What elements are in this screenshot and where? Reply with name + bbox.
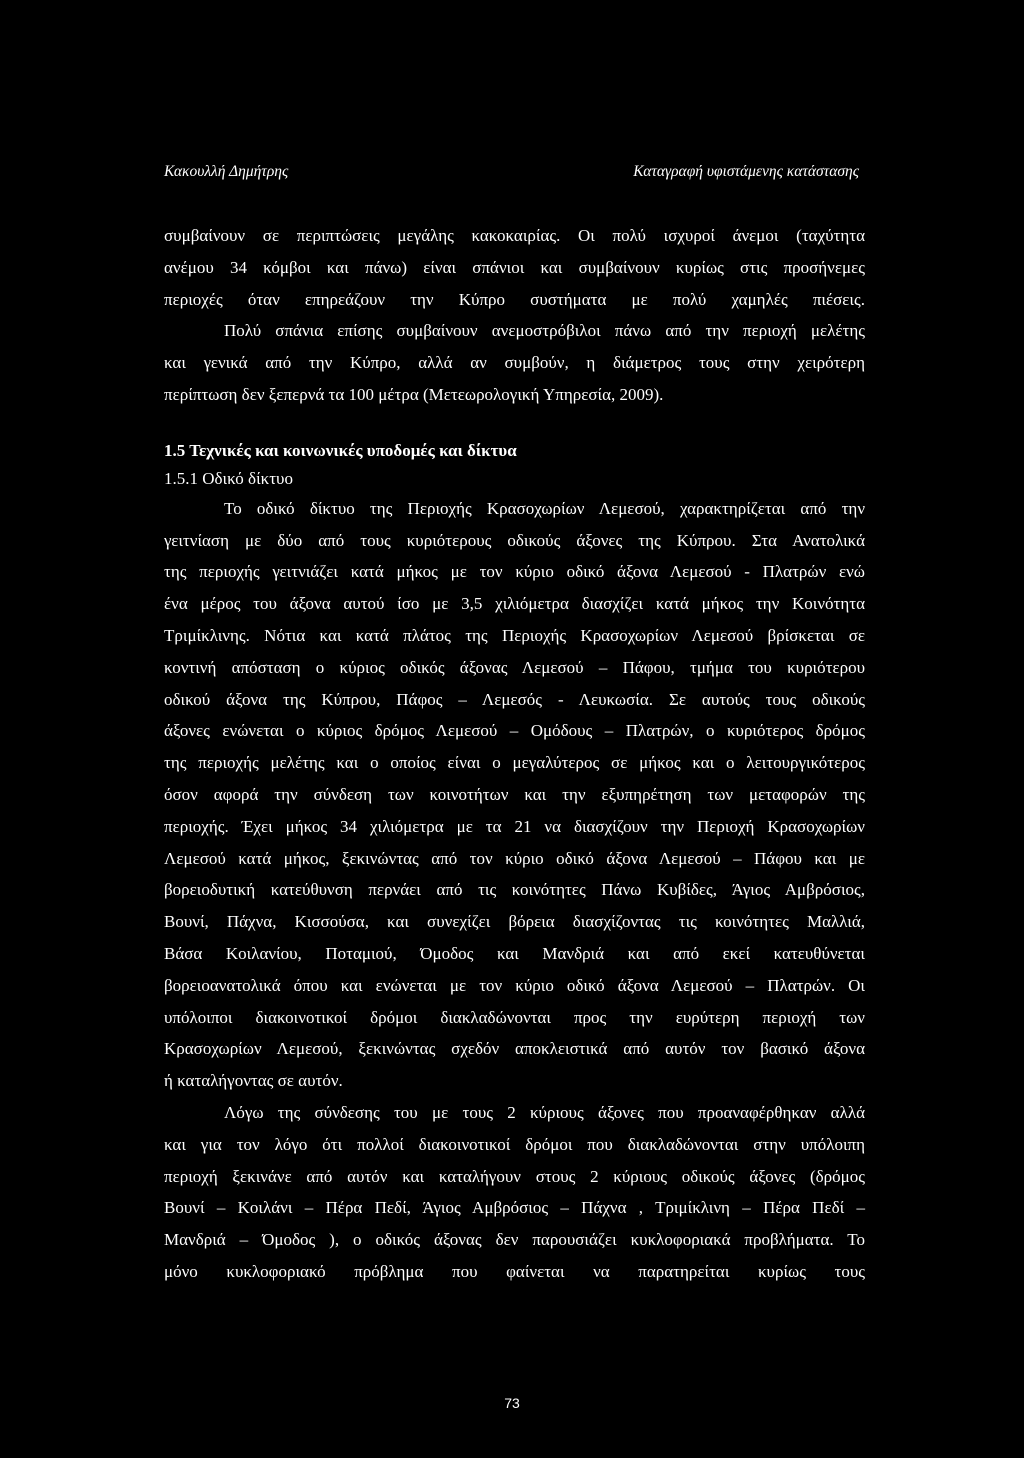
text-line: συμβαίνουν σε περιπτώσεις μεγάλης κακοκαιρίας. Οι πολύ ισχυροί άνεμοι (ταχύτητα — [164, 226, 865, 245]
text-line: Κρασοχωρίων Λεμεσού, ξεκινώντας σχεδόν αποκλειστικά από αυτόν τον βασικό άξονα — [164, 1039, 865, 1059]
paragraph-road-network — [164, 493, 865, 1097]
text-line: Λόγω της σύνδεσης του με τους 2 κύριους άξονες που προαναφέρθηκαν αλλά — [224, 1102, 865, 1122]
section-heading: 1.5 Τεχνικές και κοινωνικές υποδομές και δίκτυα — [164, 440, 517, 460]
text-line: άξονες ενώνεται ο κύριος δρόμος Λεμεσού – Ομόδους – Πλατρών, ο κυριότερος δρόμος — [164, 721, 865, 741]
text-line: υπόλοιποι διακοινοτικοί δρόμοι διακλαδώνονται προς την ευρύτερη περιοχή των — [164, 1007, 865, 1027]
text-line: κοντινή απόσταση ο κύριος οδικός άξονας Λεμεσού – Πάφου, τμήμα του κυριότερου — [164, 657, 865, 677]
text-line: της περιοχής μελέτης και ο οποίος είναι ο μεγαλύτερος σε μήκος και ο λειτουργικότερος — [164, 753, 865, 773]
text-line: και για τον λόγο ότι πολλοί διακοινοτικοί δρόμοι που διακλαδώνονται στην υπόλοιπη — [164, 1134, 865, 1154]
header-author: Κακουλλή Δημήτρης — [164, 163, 289, 180]
text-line: Λεμεσού κατά μήκος, ξεκινώντας από τον κύριο οδικό άξονα Λεμεσού – Πάφου και με — [164, 848, 865, 868]
body-text — [164, 220, 865, 1288]
text-line: ή καταλήγοντας σε αυτόν. — [164, 1071, 343, 1091]
text-line: Τριμίκλινης. Νότια και κατά πλάτος της Περιοχής Κρασοχωρίων Λεμεσού βρίσκεται σε — [164, 625, 865, 645]
paragraph-weather — [164, 220, 865, 411]
text-line: ανέμου 34 κόμβοι και πάνω) είναι σπάνιοι και συμβαίνουν κυρίως στις προσήνεμες — [164, 257, 865, 277]
text-line: Μανδριά – Όμοδος ), ο οδικός άξονας δεν παρουσιάζει κυκλοφοριακά προβλήματα. Το — [164, 1230, 865, 1250]
text-line: οδικού άξονα της Κύπρου, Πάφος – Λεμεσός - Λευκωσία. Σε αυτούς τους οδικούς — [164, 689, 865, 709]
page-header — [164, 163, 859, 181]
text-line: Πολύ σπάνια επίσης συμβαίνουν ανεμοστρόβιλοι πάνω από την περιοχή μελέτης — [224, 321, 865, 341]
text-line: της περιοχής γειτνιάζει κατά μήκος με τον κύριο οδικό άξονα Λεμεσού - Πλατρών ενώ — [164, 562, 865, 582]
paragraph-traffic — [164, 1097, 865, 1288]
text-line: βορειοδυτική κατεύθυνση περνάει από τις κοινότητες Πάνω Κυβίδες, Άγιος Αμβρόσιος, — [164, 880, 865, 900]
text-line: Βουνί – Κοιλάνι – Πέρα Πεδί, Άγιος Αμβρόσιος – Πάχνα , Τριμίκλινη – Πέρα Πεδί – — [164, 1198, 865, 1218]
text-line: βορειοανατολικά όπου και ενώνεται με τον κύριο οδικό άξονα Λεμεσού – Πλατρών. Οι — [164, 975, 865, 995]
page-number: 73 — [504, 1395, 520, 1411]
subsection-heading: 1.5.1 Οδικό δίκτυο — [164, 468, 293, 488]
text-line: περιοχές όταν επηρεάζουν την Κύπρο συστήματα με πολύ χαμηλές πιέσεις. — [164, 289, 865, 309]
text-line: ένα μέρος του άξονα αυτού ίσο με 3,5 χιλιόμετρα διασχίζει κατά μήκος την Κοινότητα — [164, 594, 865, 614]
text-line: περιοχή ξεκινάνε από αυτόν και καταλήγουν στους 2 κύριους οδικούς άξονες (δρόμος — [164, 1166, 865, 1186]
text-line: Βάσα Κοιλανίου, Ποταμιού, Όμοδος και Μανδριά και από εκεί κατευθύνεται — [164, 943, 865, 963]
text-line: γειτνίαση με δύο από τους κυριότερους οδικούς άξονες της Κύπρου. Στα Ανατολικά — [164, 530, 865, 550]
text-line: περιοχής. Έχει μήκος 34 χιλιόμετρα με τα 21 να διασχίζουν την Περιοχή Κρασοχωρίων — [164, 816, 865, 836]
text-line: περίπτωση δεν ξεπερνά τα 100 μέτρα (Μετεωρολογική Υπηρεσία, 2009). — [164, 384, 664, 404]
text-line: μόνο κυκλοφοριακό πρόβλημα που φαίνεται να παρατηρείται κυρίως τους — [164, 1261, 865, 1281]
text-line: Βουνί, Πάχνα, Κισσούσα, και συνεχίζει βόρεια διασχίζοντας τις κοινότητες Μαλλιά, — [164, 912, 865, 932]
header-title: Καταγραφή υφιστάμενης κατάστασης — [633, 163, 859, 180]
text-line: όσον αφορά την σύνδεση των κοινοτήτων και την εξυπηρέτηση των μεταφορών της — [164, 784, 865, 804]
text-line: Το οδικό δίκτυο της Περιοχής Κρασοχωρίων Λεμεσού, χαρακτηρίζεται από την — [224, 498, 865, 518]
text-line: και γενικά από την Κύπρο, αλλά αν συμβούν, η διάμετρος τους στην χειρότερη — [164, 353, 865, 373]
